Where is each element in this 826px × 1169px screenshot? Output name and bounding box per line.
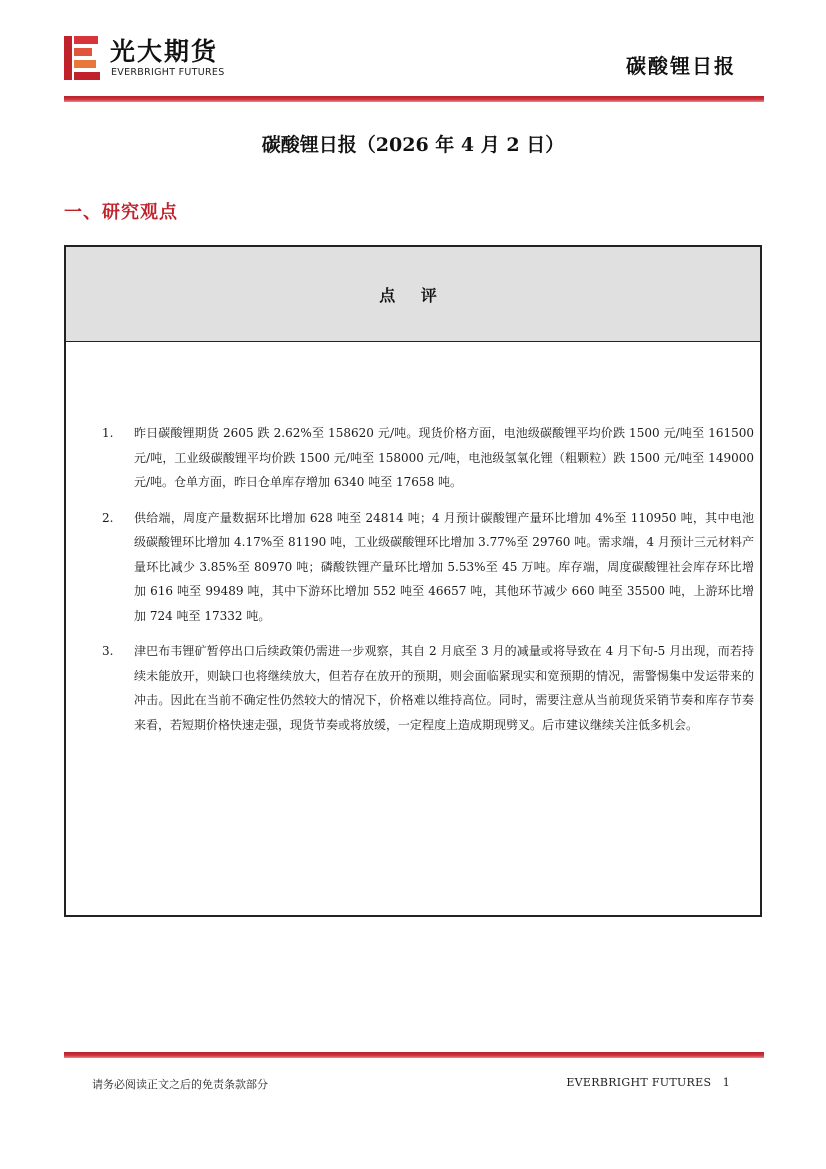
point-number: 1. <box>102 426 114 440</box>
point-number: 2. <box>102 510 114 525</box>
footer-disclaimer: 请务必阅读正文之后的免责条款部分 <box>92 1078 268 1091</box>
point-text: 津巴布韦锂矿暂停出口后续政策仍需进一步观察，其自 2 月底至 3 月的减量或将导致在 4 月下旬-5 月出现，而若持续未能放开，则缺口也将继续放大，但若存在放开的预期，则会面临紧现实和宽预期的情况，需警惕集中发运带来的冲击。因此在当前不确定性仍然较大的情况下，价格难以维持高位。同时，需要注意从当前现货采销节奏和库存节奏来看，若短期价格快速走强，现货节奏或将放缓，一定程度上造成期现劈叉。后市建议继续关注低多机会。 <box>134 644 754 732</box>
everbright-logo-icon <box>64 36 100 80</box>
logo-chinese-name: 光大期货 <box>110 37 219 66</box>
footer-company: EVERBRIGHT FUTURES <box>566 1076 712 1089</box>
point-text: 昨日碳酸锂期货 2605 跌 2.62%至 158620 元/吨。现货价格方面，电池级碳酸锂平均价跌 1500 元/吨至 161500 元/吨，工业级碳酸锂平均价跌 1500 元/吨至 158000 元/吨，电池级氢氧化锂（粗颗粒）跌 1500 元/吨至 149000 元/吨。仓单方面，昨日仓单库存增加 6340 吨至 17658 吨。 <box>134 426 754 489</box>
section-heading: 一、研究观点 <box>64 202 178 223</box>
header-divider <box>64 96 764 102</box>
review-header-label: 点 评 <box>379 285 447 305</box>
review-box <box>64 245 762 917</box>
review-point-3 <box>102 639 754 737</box>
document-title: 碳酸锂日报（2026 年 4 月 2 日） <box>261 134 565 156</box>
page-number: 1 <box>722 1076 730 1089</box>
footer-divider <box>64 1052 764 1058</box>
footer-company-page <box>566 1076 730 1089</box>
report-name: 碳酸锂日报 <box>626 54 736 78</box>
company-logo <box>64 36 264 82</box>
review-point-1 <box>102 421 754 495</box>
review-header <box>66 247 760 342</box>
review-points <box>102 421 754 748</box>
point-number: 3. <box>102 644 114 658</box>
point-text: 供给端，周度产量数据环比增加 628 吨至 24814 吨；4 月预计碳酸锂产量环比增加 4%至 110950 吨，其中电池级碳酸锂环比增加 4.17%至 81190 吨，工业级碳酸锂环比增加 3.77%至 29760 吨。需求端，4 月预计三元材料产量环比减少 3.85%至 80970 吨；磷酸铁锂产量环比增加 5.53%至 45 万吨。库存端，周度碳酸锂社会库存环比增加 616 吨至 99489 吨，其中下游环比增加 552 吨至 46657 吨，其他环节减少 660 吨至 35500 吨，上游环比增加 724 吨至 17332 吨。 <box>134 510 754 623</box>
review-point-2 <box>102 506 754 629</box>
logo-english-name: EVERBRIGHT FUTURES <box>111 67 225 78</box>
